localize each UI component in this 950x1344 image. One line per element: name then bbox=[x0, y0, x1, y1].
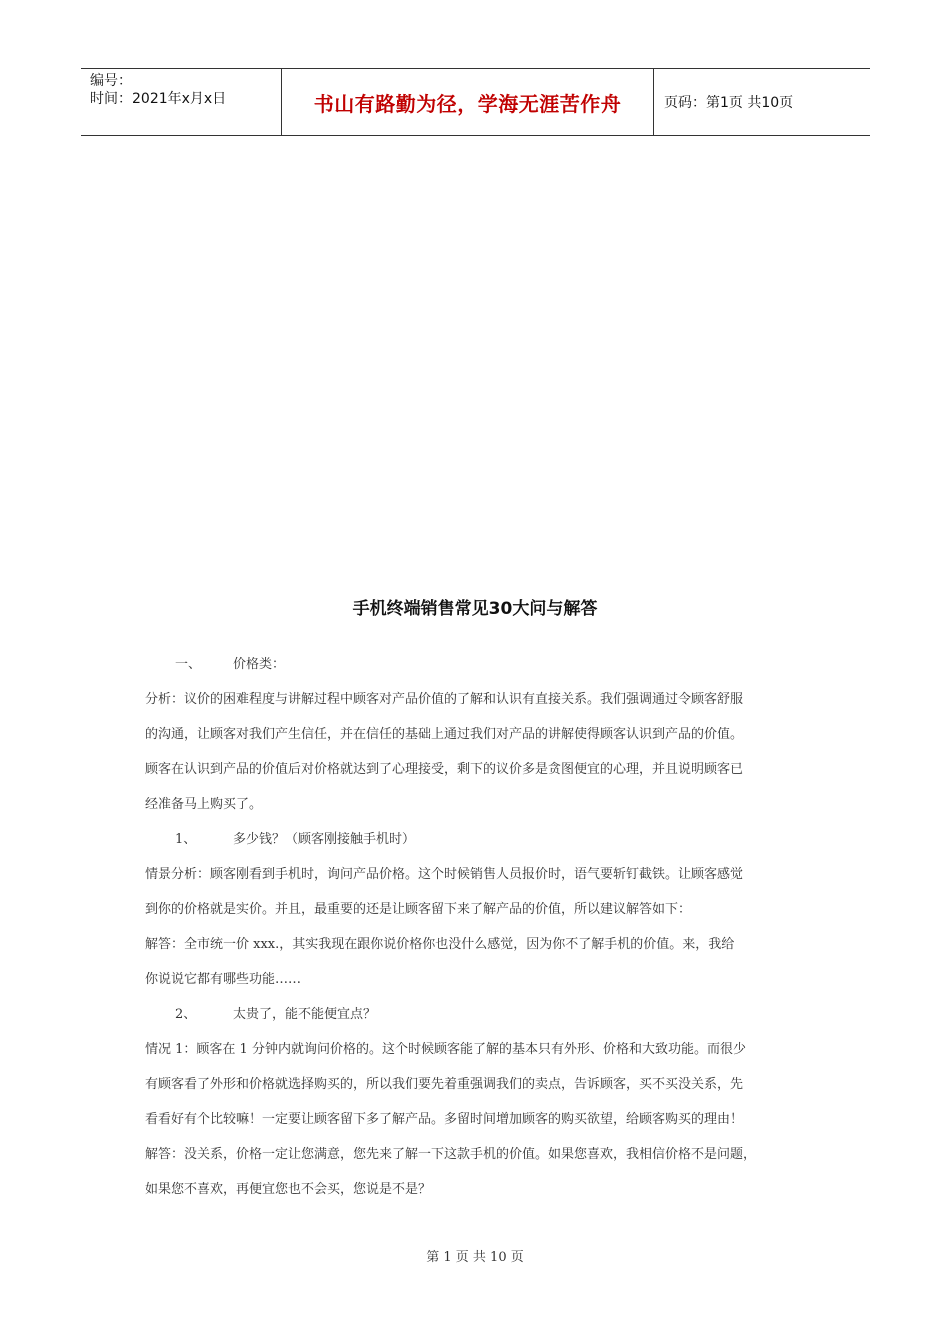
question-number: 2、 bbox=[175, 1007, 197, 1022]
question-heading bbox=[145, 829, 817, 864]
document-body bbox=[145, 654, 817, 1214]
paragraph-line: 的沟通，让顾客对我们产生信任，并在信任的基础上通过我们对产品的讲解使得顾客认识到产品的价值。 bbox=[145, 727, 744, 742]
paragraph-line: 解答：没关系，价格一定让您满意，您先来了解一下这款手机的价值。如果您喜欢，我相信价格不是问题， bbox=[145, 1147, 757, 1162]
paragraph-line: 你说说它都有哪些功能…… bbox=[145, 972, 302, 987]
question-text: 太贵了，能不能便宜点？ bbox=[233, 1007, 377, 1022]
header-table bbox=[81, 68, 870, 136]
paragraph-line: 有顾客看了外形和价格就选择购买的，所以我们要先着重强调我们的卖点，告诉顾客，买不买没关系，先 bbox=[145, 1077, 744, 1092]
paragraph-line: 看看好有个比较嘛！一定要让顾客留下多了解产品。多留时间增加顾客的购买欲望，给顾客购买的理由！ bbox=[145, 1112, 744, 1127]
paragraph-line: 经准备马上购买了。 bbox=[145, 797, 263, 812]
paragraph-line: 到你的价格就是实价。并且，最重要的还是让顾客留下来了解产品的价值，所以建议解答如下： bbox=[145, 902, 692, 917]
paragraph-line: 分析：议价的困难程度与讲解过程中顾客对产品价值的了解和认识有直接关系。我们强调通过令顾客舒服 bbox=[145, 692, 744, 707]
paragraph-line: 顾客在认识到产品的价值后对价格就达到了心理接受，剩下的议价多是贪图便宜的心理，并且说明顾客已 bbox=[145, 762, 744, 777]
header-page-info: 页码：第1页 共10页 bbox=[664, 95, 794, 111]
paragraph-line: 如果您不喜欢，再便宜您也不会买，您说是不是？ bbox=[145, 1182, 432, 1197]
header-motto: 书山有路勤为径，学海无涯苦作舟 bbox=[281, 69, 654, 135]
document-title: 手机终端销售常见30大问与解答 bbox=[352, 599, 598, 619]
section-heading bbox=[145, 654, 817, 689]
paragraph-line: 情况 1：顾客在 1 分钟内就询问价格的。这个时候顾客能了解的基本只有外形、价格和大致功能。而很少 bbox=[145, 1042, 746, 1057]
section-number: 一、 bbox=[175, 657, 202, 672]
question-heading bbox=[145, 1004, 817, 1039]
paragraph-line: 解答：全市统一价 xxx.，其实我现在跟你说价格你也没什么感觉，因为你不了解手机的价值。来，我给 bbox=[145, 937, 735, 952]
section-label: 价格类： bbox=[233, 657, 286, 672]
number-label: 编号： bbox=[90, 73, 132, 89]
page-footer: 第 1 页 共 10 页 bbox=[426, 1250, 524, 1265]
time-label: 时间：2021年x月x日 bbox=[90, 91, 227, 107]
paragraph-line: 情景分析：顾客刚看到手机时，询问产品价格。这个时候销售人员报价时，语气要斩钉截铁。让顾客感觉 bbox=[145, 867, 744, 882]
header-meta-cell bbox=[81, 69, 281, 135]
question-number: 1、 bbox=[175, 832, 197, 847]
question-text: 多少钱？（顾客刚接触手机时） bbox=[233, 832, 416, 847]
